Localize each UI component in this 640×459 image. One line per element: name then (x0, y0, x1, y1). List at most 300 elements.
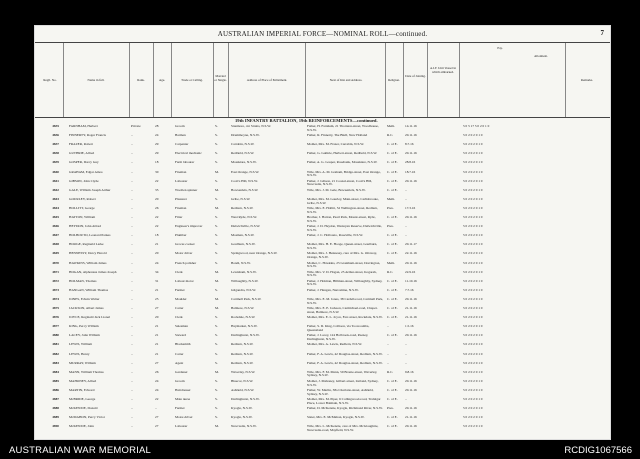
name-cell: FARNHAM, Herbert (69, 125, 98, 128)
page-header-title: AUSTRALIAN IMPERIAL FORCE—NOMINAL ROLL—continued. (217, 30, 428, 38)
married-cell: S. (215, 334, 218, 338)
date-cell: 20.11.16 (405, 134, 417, 138)
date-cell: 9.8.16 (405, 370, 414, 374)
regt-no-cell: 4875 (52, 307, 59, 310)
pay-cell: 5 0 2 0 2 0 1 0 (463, 161, 483, 165)
regt-no-cell: 4887 (52, 398, 59, 401)
regt-no-cell: 4846 (52, 225, 59, 229)
age-cell: 24 (155, 261, 159, 265)
age-cell: 29 (155, 143, 159, 147)
rank-cell: .. (131, 352, 133, 356)
next-of-kin-cell: Father, H. Farnham, 21 Thornton-street, Woodhouse, N.S.W. (307, 125, 379, 132)
name-cell: GIBSON, John Clyde (69, 179, 99, 183)
next-of-kin-cell: Wife, Mrs. E. Hollitt, 52 Wellington-street, Redfern, N.S.W. (307, 206, 378, 214)
regt-no-cell: 4877 (52, 325, 59, 329)
date-cell: 20.11.16 (405, 216, 417, 219)
pay-cell: 5 0 2 0 2 0 1 0 (463, 379, 483, 383)
date-cell: .. (405, 197, 407, 201)
religion-cell: Pres. (387, 225, 394, 229)
rank-cell: Private (131, 125, 141, 128)
age-cell: 24 (155, 388, 159, 392)
rank-cell: .. (131, 270, 133, 274)
regt-no-cell: 4842 (52, 188, 59, 192)
pay-cell: 5 0 2 0 2 0 1 0 (463, 307, 483, 310)
name-cell: HENNESSY, Darcy Harold (69, 252, 107, 256)
next-of-kin-cell: Father, G. Guthrie, Herbert-street, Redfield, N.S.W. (307, 152, 378, 156)
age-cell: 21 (155, 352, 159, 356)
regt-no-cell: 4880 (52, 334, 59, 338)
trade-cell: Blacksmith (175, 343, 191, 347)
name-cell: LACEY, John William (69, 334, 100, 338)
rank-cell: .. (131, 361, 133, 365)
trade-cell: Carter (175, 307, 184, 310)
date-cell: 20.11.16 (405, 261, 417, 265)
trade-cell: Groom (175, 125, 185, 128)
address-cell: Redfern, N.S.W. (231, 343, 254, 347)
rank-cell: .. (131, 416, 133, 420)
rank-cell: .. (131, 152, 133, 156)
name-cell: GALE, William Joseph Arthur (69, 188, 111, 192)
age-cell: 20 (155, 252, 159, 256)
religion-cell: C. of E. (387, 170, 398, 174)
religion-cell: Pres. (387, 407, 394, 411)
age-cell: 29 (155, 152, 159, 156)
married-cell: S. (215, 243, 218, 247)
regt-no-cell: 4888 (52, 407, 59, 411)
pay-cell: 5 0 2 0 2 0 1 0 (463, 170, 483, 174)
married-cell: M. (215, 188, 219, 192)
rank-cell: .. (131, 252, 133, 256)
pay-cell: 5 0 2 0 2 0 1 0 (463, 179, 483, 183)
religion-cell: C. of E. (387, 379, 398, 383)
rank-cell: .. (131, 325, 133, 329)
married-cell: S. (215, 234, 218, 238)
name-cell: GRAHAM, Edgar Amos (69, 170, 103, 174)
married-cell: S. (215, 388, 218, 392)
address-cell: Willoughby, N.S.W. (231, 279, 259, 283)
regt-no-cell: 4882 (52, 352, 59, 356)
rank-cell: .. (131, 379, 133, 383)
date-cell: 18.7.16 (405, 170, 416, 174)
trade-cell: Plasterer (175, 197, 187, 201)
religion-cell: C. of E. (387, 279, 398, 283)
religion-cell: C. of E. (387, 143, 398, 147)
date-cell: .. (405, 225, 407, 229)
trade-cell: Motor driver (175, 252, 193, 256)
pay-cell: 5 0 2 0 2 0 1 0 (463, 243, 483, 247)
regt-no-cell: 4872 (52, 279, 59, 283)
rank-cell: .. (131, 170, 133, 174)
next-of-kin-cell: Mother, Mrs. M. Gourley, Main-street, Carlisbrooke, Gribe, N.S.W. (307, 197, 379, 205)
trade-cell: Male nurse (175, 398, 191, 401)
address-cell: Dulwichville, N.S.W. (231, 225, 261, 229)
religion-cell: C. of E. (387, 243, 398, 247)
col-married: Married or Single. (214, 74, 227, 82)
age-cell: 22 (155, 179, 159, 183)
age-cell: 21 (155, 243, 159, 247)
address-cell: Lewisham, N.S.W. (231, 270, 257, 274)
name-cell: HOLMAN, Thomas (69, 279, 97, 283)
rank-cell: .. (131, 134, 133, 138)
religion-cell: .. (387, 361, 389, 365)
next-of-kin-cell: Father, A. G. Gosper, Rosebank, Mosskiare, N.S.W. (307, 161, 378, 165)
next-of-kin-cell: Wife, Mrs. E. M. Jones, 38 Cardell-road, Cartmell Park, N.S.W. (307, 297, 384, 305)
rank-cell: .. (131, 161, 133, 165)
address-cell: Waverley, N.S.W. (231, 370, 256, 374)
pay-cell: 5 0 2 0 2 0 1 0 (463, 343, 483, 347)
age-cell: 21 (155, 334, 159, 338)
date-cell: 17.3.16 (405, 206, 416, 210)
next-of-kin-cell: Mother, Mrs. M. Frazer, Carrabin, N.S.W. (307, 143, 364, 147)
column-header-band (35, 42, 610, 118)
religion-cell: R.C. (387, 134, 394, 138)
date-cell: .. (405, 352, 407, 356)
rank-cell: .. (131, 225, 133, 229)
trade-cell: Clerk (175, 316, 183, 320)
name-cell: HOLLITT, George (69, 206, 95, 210)
trade-cell: Salesman (175, 325, 188, 329)
rank-cell: .. (131, 297, 133, 301)
age-cell: 35 (155, 188, 159, 192)
regt-no-cell: 4871 (52, 270, 59, 274)
column-divider (403, 43, 404, 117)
married-cell: S. (215, 352, 218, 356)
regt-no-cell: 4873 (52, 288, 59, 292)
address-cell: Mosman, N.S.W. (231, 234, 255, 238)
name-cell: HOLBOUTO, Leonard Parkes (69, 234, 111, 238)
trade-cell: Fireman (175, 206, 187, 210)
address-cell: Ashfield, N.S.W. (231, 388, 255, 392)
name-cell: JOYCE, Reginald Jack Lionel (69, 316, 111, 320)
address-cell: Bluecor, N.S.W. (231, 379, 254, 383)
next-of-kin-cell: Father, F. A. Lewis, 42 Douglas-street, Redfern, N.S.W. (307, 361, 383, 365)
religion-cell: .. (387, 325, 389, 329)
address-cell: Goulburn, N.S.W. (231, 243, 256, 247)
regt-no-cell: 4841 (52, 179, 59, 183)
name-cell: HANGAN, William Thomas (69, 288, 109, 292)
trade-cell: Farmer (175, 288, 185, 292)
religion-cell: C. of E. (387, 316, 398, 320)
rank-cell: .. (131, 261, 133, 265)
religion-cell: Meth. (387, 125, 396, 128)
trade-cell: Barman (175, 134, 186, 138)
date-cell: 20.11.16 (405, 334, 417, 338)
rank-cell: .. (131, 206, 133, 210)
next-of-kin-cell: Father, D. McKenzie, Kyogle, Richmond River, N.S.W. (307, 407, 383, 411)
rank-cell: .. (131, 343, 133, 347)
married-cell: S. (215, 143, 218, 147)
col-name: Name in full. (87, 78, 105, 82)
name-cell: LEWIS, William (69, 343, 92, 347)
married-cell: S. (215, 407, 218, 411)
address-cell: Drummoyne, N.S.W. (231, 134, 260, 138)
pay-cell: 5 0 5 17 5 0 2 0 1 0 (463, 125, 490, 128)
pay-cell: 5 0 2 0 2 0 1 0 (463, 325, 483, 329)
name-cell: HOGAN, Alphonsus James Joseph (69, 270, 117, 274)
column-divider (63, 43, 64, 117)
pay-cell: 5 0 2 0 2 0 1 0 (463, 252, 483, 256)
regt-no-cell: 4884 (52, 370, 59, 374)
col-religion: Religion. (388, 78, 400, 82)
age-cell: 20 (155, 316, 159, 320)
pay-cell: 5 0 2 0 2 0 1 0 (463, 361, 483, 365)
pay-cell: 5 0 2 0 2 0 1 0 (463, 398, 483, 401)
married-cell: S. (215, 252, 218, 256)
next-of-kin-cell: Father, J. Lacey, 124 Holbrook-road, Peeney, Darlinghurst, N.S.W. (307, 334, 369, 341)
next-of-kin-cell: Wife, Mrs. J. M. Gale, Bowsenfels, N.S.W. (307, 188, 366, 192)
age-cell: 30 (155, 170, 159, 174)
religion-cell: .. (387, 343, 389, 347)
pay-cell: 5 0 2 0 2 0 1 0 (463, 316, 483, 320)
regt-no-cell: 4838 (52, 152, 59, 156)
age-cell: 20 (155, 197, 159, 201)
next-of-kin-cell: Mother, Mrs. M. Piper, 6 Collingwood-road, Trafalgar Place, Lower Balmain, N.S.W. (307, 398, 381, 405)
address-cell: Redfield, N.S.W. (231, 152, 255, 156)
married-cell: M. (215, 370, 219, 374)
religion-cell: C. of E. (387, 234, 398, 238)
name-cell: JACKSON, Albert James (69, 307, 104, 310)
trade-cell: Plumber (175, 234, 187, 238)
trade-cell: Agent (175, 361, 184, 365)
name-cell: McKENZIE, Donald (69, 407, 98, 411)
address-cell: Redfern, N.S.W. (231, 352, 254, 356)
name-cell: HATTON, William (69, 216, 96, 219)
rank-cell: .. (131, 407, 133, 411)
religion-cell: Pres. (387, 206, 394, 210)
married-cell: S. (215, 416, 218, 420)
next-of-kin-cell: Father, S. D. King, Collison, via Toowoomba, Queensland (307, 325, 370, 332)
name-cell: HEYDON, John Alfred (69, 225, 101, 229)
next-of-kin-cell: Mother, Mrs. A. Lewis, Redfern, N.S.W. (307, 343, 363, 347)
next-of-kin-cell: Wife, Mrs. F. M. Mann, 59 Bronte-street, Waverley, Sydney, N.S.W. (307, 370, 378, 378)
next-of-kin-cell: Sister, Mrs. E. McMahon, Kyogle, N.S.W. (307, 416, 365, 420)
next-of-kin-cell: Brother, J. Hatton, Pearl Park, Mount-street, Ryde, N.S.W. (307, 216, 376, 223)
age-cell: 22 (155, 398, 159, 401)
next-of-kin-cell: Father, J. C. Holbouto, Roseville, N.S.W. (307, 234, 363, 238)
married-cell: M. (215, 297, 219, 301)
rank-cell: .. (131, 197, 133, 201)
pay-cell: 5 0 2 0 2 0 1 0 (463, 216, 483, 219)
rank-cell: .. (131, 307, 133, 310)
date-cell: 7.7.16 (405, 288, 414, 292)
regt-no-cell: 4845 (52, 216, 59, 219)
address-cell: Gilgandra, N.S.W. (231, 288, 257, 292)
age-cell: 27 (155, 425, 159, 429)
date-cell: 22.11.16 (405, 252, 417, 256)
date-cell: 14.11.16 (405, 125, 417, 128)
religion-cell: .. (387, 352, 389, 356)
married-cell: S. (215, 152, 218, 156)
religion-cell: C. of E. (387, 416, 398, 420)
rank-cell: .. (131, 425, 133, 429)
trade-cell: Gardener (175, 370, 188, 374)
column-divider (305, 43, 306, 117)
trade-cell: Farm labourer (175, 161, 195, 165)
address-cell: Darlinghurst, N.S.W. (231, 398, 260, 401)
married-cell: S. (215, 398, 218, 401)
col-trade: Trade or Calling. (181, 78, 203, 82)
next-of-kin-cell: Father, R. Finnerty, The Bluff, New Holland (307, 134, 368, 138)
trade-cell: Carter (175, 352, 184, 356)
address-cell: Kyogle, N.S.W. (231, 416, 253, 420)
regt-no-cell: 4889 (52, 416, 59, 420)
address-cell: Darlinghurst, N.S.W. (231, 334, 260, 338)
religion-cell: C. of E. (387, 152, 398, 156)
name-cell: FRAZER, Robert (69, 143, 93, 147)
religion-cell: R.C. (387, 270, 394, 274)
date-cell: 28.8.16 (405, 161, 416, 165)
pay-cell: 5 0 2 0 2 0 1 0 (463, 288, 483, 292)
column-divider (129, 43, 130, 117)
age-cell: 24 (155, 379, 159, 383)
pay-cell: 5 0 2 0 2 0 1 0 (463, 143, 483, 147)
married-cell: M. (215, 170, 219, 174)
trade-cell: Steward (175, 334, 187, 338)
pay-cell: 5 0 2 0 2 0 1 0 (463, 352, 483, 356)
religion-cell: C. of E. (387, 188, 398, 192)
regt-no-cell: 4840 (52, 170, 59, 174)
age-cell: 21 (155, 343, 159, 347)
col-vessel: A.I.F. Unit Vessel in which embarked. (430, 66, 456, 74)
name-cell: FINNERTY, Roger Francis (69, 134, 106, 138)
married-cell: M. (215, 279, 219, 283)
column-divider (427, 43, 428, 117)
married-cell: S. (215, 379, 218, 383)
rank-cell: .. (131, 316, 133, 320)
date-cell: 20.11.17 (405, 243, 417, 247)
name-cell: McMAHON, Percy Victor (69, 416, 105, 420)
col-allotment: Allotment. (534, 54, 548, 58)
rank-cell: .. (131, 216, 133, 219)
section-heading: 19th INFANTRY BATTALION, 19th REINFORCEMENTS—continued. (235, 118, 378, 123)
pay-cell: 5 0 2 0 2 0 1 0 (463, 152, 483, 156)
trade-cell: Engineer's improver (175, 225, 203, 229)
column-divider (171, 43, 172, 117)
married-cell: S. (215, 288, 218, 292)
religion-cell: C. of E. (387, 161, 398, 165)
religion-cell: Meth. (387, 261, 396, 265)
address-cell: East Orange, N.S.W. (231, 170, 260, 174)
age-cell: 28 (155, 125, 159, 128)
trade-cell: Carpenter (175, 143, 189, 147)
trade-cell: Electrical mechanic (175, 152, 202, 156)
regt-no-cell: 4843 (52, 197, 59, 201)
pay-cell: 5 0 2 0 2 0 1 0 (463, 425, 483, 429)
regt-no-cell: 4876 (52, 316, 59, 320)
married-cell: S. (215, 261, 218, 265)
name-cell: MARTIN, Edward (69, 388, 95, 392)
address-cell: Rockdale, N.S.W. (231, 316, 256, 320)
next-of-kin-cell: Wife, Mrs. L. McKenzie, care of Mrs. McGlaughrie, Newcastle-road, Mayfield, N.S.W. (307, 425, 379, 432)
age-cell: 27 (155, 361, 159, 365)
col-date-joining: Date of Joining. (405, 74, 426, 78)
table-row (35, 425, 610, 435)
col-next-of-kin: Next of Kin and Address. (329, 78, 363, 82)
next-of-kin-cell: Wife, Mrs. A. M. Graham, Bridge-street, East Orange, N.S.W. (307, 170, 381, 178)
age-cell: 31 (155, 279, 159, 283)
pay-cell: 5 0 2 0 2 0 1 0 (463, 261, 483, 265)
date-cell: 20.11.16 (405, 152, 417, 156)
date-cell: .. (405, 188, 407, 192)
trade-cell: Fitter (175, 216, 183, 219)
age-cell: 26 (155, 370, 159, 374)
date-cell: 20.11.16 (405, 388, 417, 392)
next-of-kin-cell: Mother, J. Mahoney, Gilbert-street, Zetland, Sydney, N.S.W. (307, 379, 379, 387)
address-cell: Mosskiare, N.S.W. (231, 161, 257, 165)
name-cell: JONES, Edwin Walter (69, 297, 100, 301)
regt-no-cell: 4836 (52, 134, 59, 138)
address-cell: Bondi, N.S.W. (231, 261, 251, 265)
pay-cell: 5 0 2 0 2 0 1 0 (463, 297, 483, 301)
address-cell: Balmore, N.S.W. (231, 307, 255, 310)
footer-bar (0, 441, 640, 459)
rank-cell: .. (131, 388, 133, 392)
married-cell: M. (215, 307, 219, 310)
next-of-kin-cell: Father, J. Holman, Hillman-street, Willoughby, Sydney, N.S.W. (307, 279, 383, 287)
married-cell: S. (215, 161, 218, 165)
col-pay: Pay. (497, 46, 503, 50)
address-cell: Kyogle, N.S.W. (231, 407, 253, 411)
age-cell: 18 (155, 161, 159, 165)
age-cell: .. (155, 407, 157, 411)
regt-no-cell: 4835 (52, 125, 59, 128)
age-cell: 22 (155, 225, 159, 229)
name-cell: McKENZIE, John (69, 425, 94, 429)
religion-cell: C. of E. (387, 216, 398, 219)
pay-cell: 5 0 2 0 2 0 1 0 (463, 134, 483, 138)
name-cell: McBRIDE, George (69, 398, 96, 401)
date-cell: .. (405, 398, 407, 401)
name-cell: HAWKINS, William James (69, 261, 107, 265)
married-cell: S. (215, 125, 218, 128)
date-cell: 11.10.16 (405, 279, 417, 283)
regt-no-cell: 4870 (52, 261, 59, 265)
religion-cell: C. of E. (387, 179, 398, 183)
regt-no-cell: 4881 (52, 343, 59, 347)
address-cell: Bowsenfels, N.S.W. (231, 188, 259, 192)
address-cell: Stanmore, cnr Straits, N.S.W. (231, 125, 271, 128)
religion-cell: C. of E. (387, 334, 398, 338)
religion-cell: Meth. (387, 197, 396, 201)
name-cell: MAHONEY, Alfred (69, 379, 97, 383)
trade-cell: Farmer (175, 407, 185, 411)
married-cell: M. (215, 270, 219, 274)
religion-cell: R.C. (387, 370, 394, 374)
name-cell: LEWIS, Henry (69, 352, 90, 356)
date-cell: 22.9.16 (405, 270, 416, 274)
religion-cell: C. of E. (387, 288, 398, 292)
religion-cell: C. of E. (387, 425, 398, 429)
rank-cell: .. (131, 370, 133, 374)
age-cell: 21 (155, 325, 159, 329)
date-cell: 21.11.16 (405, 307, 417, 310)
next-of-kin-cell: Father, J. Gibson, 21 Coonal-street, Coob's Hill, Newcastle, N.S.W. (307, 179, 373, 187)
date-cell: .. (405, 343, 407, 347)
pay-cell: 5 0 2 0 2 0 1 0 (463, 197, 483, 201)
married-cell: M. (215, 206, 219, 210)
next-of-kin-cell: Mother, Mrs. E. L. Joyce, Farr-street, Rockdale, N.S.W. (307, 316, 383, 320)
rank-cell: .. (131, 234, 133, 238)
name-cell: MANN, William Thomas (69, 370, 104, 374)
date-cell: 20.11.16 (405, 297, 417, 301)
address-cell: Gribe, N.S.W. (231, 197, 251, 201)
address-cell: Newcastle, N.S.W. (231, 425, 257, 429)
trade-cell: Fireman (175, 170, 187, 174)
col-rank: Rank. (137, 78, 145, 82)
regt-no-cell: 4837 (52, 143, 59, 147)
date-cell: .. (405, 361, 407, 365)
regt-no-cell: 4885 (52, 379, 59, 383)
